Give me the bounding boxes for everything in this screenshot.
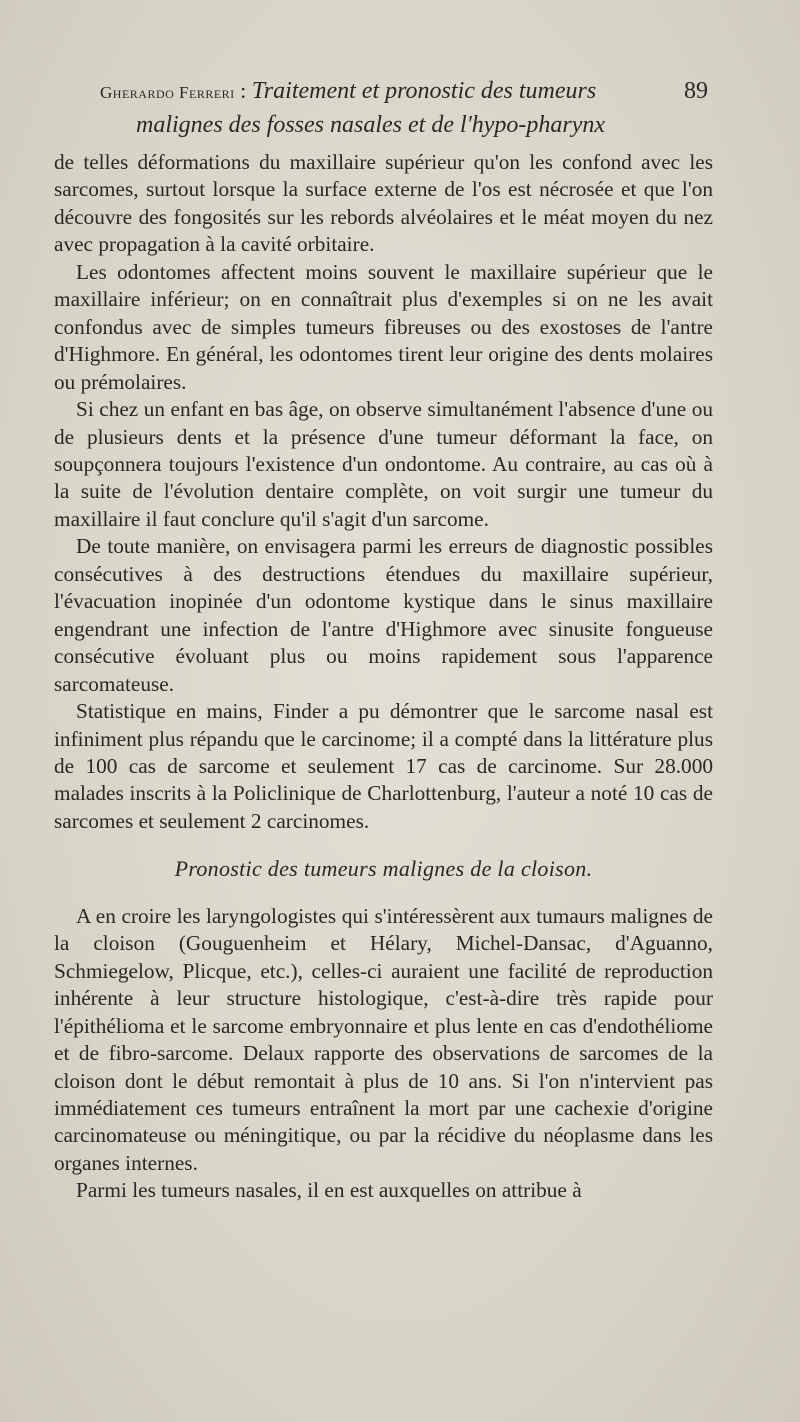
page-number: 89 — [684, 78, 708, 104]
header-separator: : — [234, 78, 252, 103]
paragraph-1: de telles déformations du maxillaire supérieur qu'on les confond avec les sarcomes, surtout lorsque la surface externe de l'os est nécrosée et que l'on découvre des fongosités sur les rebords alvéolaires et le méat moyen du nez avec propagation à la cavité orbitaire. — [54, 150, 713, 257]
paragraph-2: Les odontomes affectent moins souvent le maxillaire supérieur que le maxillaire inférieur; on en connaîtrait plus d'exemples si on ne les avait confondus avec de simples tumeurs fibreuses ou des exostoses de l'antre d'Highmore. En général, les odontomes tirent leur origine des dents molaires ou prémolaires. — [54, 259, 713, 394]
paragraph-7: Parmi les tumeurs nasales, il en est auxquelles on attribue à — [76, 1178, 582, 1203]
header-title-line2: malignes des fosses nasales et de l'hypo-pharynx — [136, 112, 606, 138]
paragraph-3: Si chez un enfant en bas âge, on observe simultanément l'absence d'une ou de plusieurs dents et la présence d'une tumeur déformant la face, on soupçonnera toujours l'existence d'un ondontome. Au contraire, au cas où à la suite de l'évolution dentaire complète, on voit surgir une tumeur du maxillaire il faut conclure qu'il s'agit d'un sarcome. — [54, 397, 713, 531]
page-body — [54, 149, 713, 1205]
header-title-line1: Traitement et pronostic des tumeurs — [251, 78, 597, 104]
running-header — [100, 76, 708, 140]
section-title: Pronostic des tumeurs malignes de la cloison. — [174, 856, 593, 882]
paragraph-5: Statistique en mains, Finder a pu démontrer que le sarcome nasal est infiniment plus répandu que le carcinome; il a compté dans la littérature plus de 100 cas de sarcome et seulement 17 cas de carcinome. Sur 28.000 malades inscrits à la Policlinique de Charlottenburg, l'auteur a noté 10 cas de sarcomes et seulement 2 carcinomes. — [54, 699, 713, 833]
paragraph-6: A en croire les laryngologistes qui s'intéressèrent aux tumaurs malignes de la cloison (Gouguenheim et Hélary, Michel-Dansac, d'Aguanno, Schmiegelow, Plicque, etc.), celles-ci auraient une facilité de reproduction inhérente à leur structure histologique, c'est-à-dire très rapide pour l'épithélioma et le sarcome embryonnaire et plus lente en cas d'endothéliome et de fibro-sarcome. Delaux rapporte des observations de sarcomes de la cloison dont le début remontait à plus de 10 ans. Si l'on n'intervient pas immédiatement ces tumeurs entraînent la mort par une cachexie d'origine carcinomateuse ou méningitique, ou par la récidive du néoplasme dans les organes internes. — [54, 903, 713, 1175]
paragraph-4: De toute manière, on envisagera parmi les erreurs de diagnostic possibles consécutives à des destructions étendues du maxillaire supérieur, l'évacuation inopinée d'un odontome kystique dans le sinus maxillaire engendrant une infection de l'antre d'Highmore avec sinusite fongueuse consécutive évoluant plus ou moins rapidement sous l'apparence sarcomateuse. — [54, 534, 713, 696]
header-author: Gherardo Ferreri — [100, 83, 235, 102]
